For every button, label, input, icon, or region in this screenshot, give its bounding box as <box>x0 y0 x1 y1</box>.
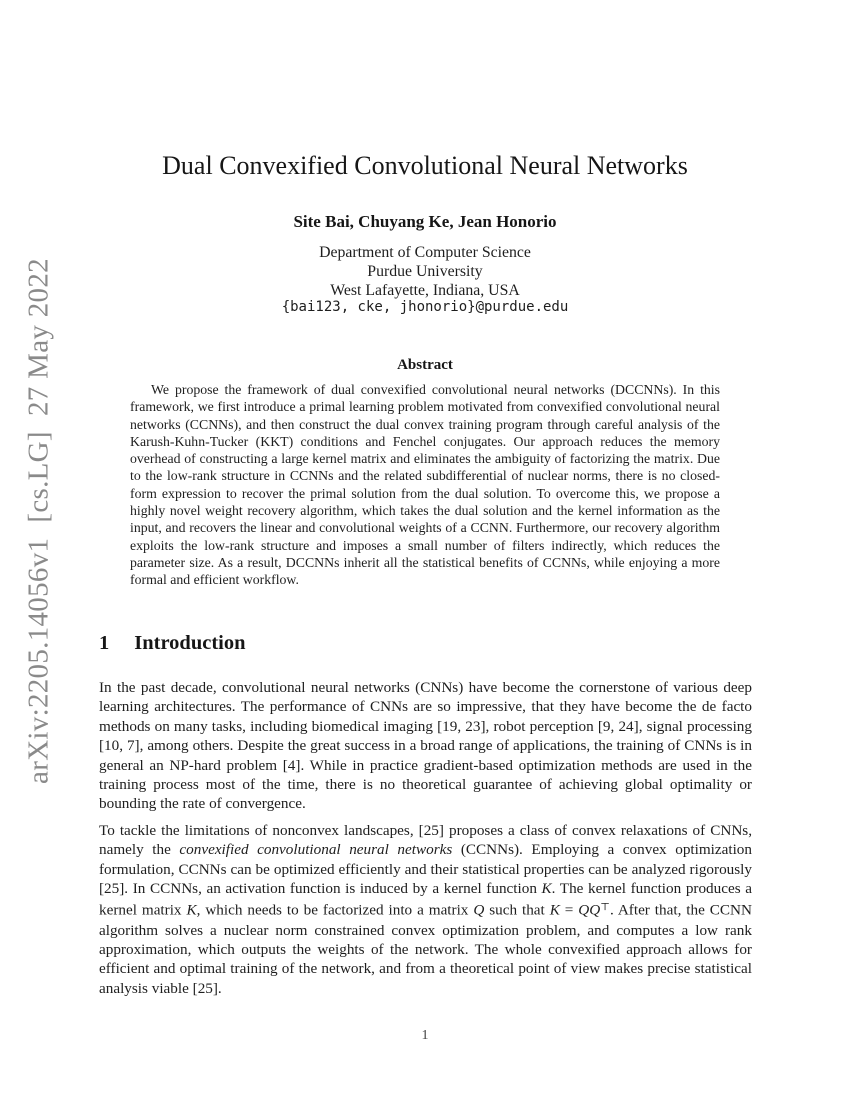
section-number: 1 <box>99 632 110 654</box>
intro-paragraph-2: To tackle the limitations of nonconvex landscapes, [25] proposes a class of convex relaxations of CNNs, namely the convexified convolutional neural networks (CCNNs). Employing a convex optimization formulation, CCNNs can be optimized efficiently and their statistical properties can be analyzed rigorously [25]. In CCNNs, an activation function is induced by a kernel function K. The kernel function produces a kernel matrix K, which needs to be factorized into a matrix Q such that K = QQ⊤. After that, the CCNN algorithm solves a nuclear norm constrained convex optimization problem, and computes a low rank approximation, which outputs the weights of the network. The whole convexified approach allows for efficient and optimal training of the network, and from a theoretical point of view makes precise statistical analysis viable [25]. <box>99 821 752 997</box>
abstract-text: We propose the framework of dual convexified convolutional neural networks (DCCNNs). In this framework, we first introduce a primal learning problem motivated from convexified convolutional neural networks (CCNNs), and then construct the dual convex training program through careful analysis of the Karush-Kuhn-Tucker (KKT) conditions and Fenchel conjugates. Our approach reduces the memory overhead of constructing a large kernel matrix and eliminates the ambiguity of factorizing the matrix. Due to the low-rank structure in CCNNs and the related subdifferential of nuclear norms, there is no closed-form expression to recover the primal solution from the dual solution. To overcome this, we propose a highly novel weight recovery algorithm, which takes the dual solution and the kernel information as the input, and recovers the linear and convolutional weights of a CCNN. Furthermore, our recovery algorithm exploits the low-rank structure and imposes a small number of filters indirectly, which reduces the parameter size. As a result, DCCNNs inherit all the statistical benefits of CCNNs, while enjoying a more formal and efficient workflow. <box>130 382 720 588</box>
section-1-heading <box>99 632 246 655</box>
page-number: 1 <box>421 1028 429 1043</box>
section-1-body <box>99 678 752 1005</box>
abstract-heading: Abstract <box>397 357 453 373</box>
affiliation-department: Department of Computer Science <box>319 244 531 261</box>
section-title: Introduction <box>134 632 246 654</box>
authors-line: Site Bai, Chuyang Ke, Jean Honorio <box>293 212 557 231</box>
paper-title: Dual Convexified Convolutional Neural Networks <box>162 151 688 180</box>
intro-paragraph-1: In the past decade, convolutional neural networks (CNNs) have become the cornerstone of various deep learning architectures. The performance of CNNs are so impressive, that they have become the de facto methods on many tasks, including biomedical imaging [19, 23], robot perception [9, 24], signal processing [10, 7], among others. Despite the great success in a broad range of applications, the training of CNNs is in general an NP-hard problem [4]. While in practice gradient-based optimization methods are used in the training process most of the time, there is no theoretical guarantee of achieving global optimality or bounding the rate of convergence. <box>99 679 752 813</box>
author-emails: {bai123, cke, jhonorio}@purdue.edu <box>281 299 569 315</box>
affiliation-location: West Lafayette, Indiana, USA <box>330 282 520 300</box>
affiliation-block <box>0 243 850 301</box>
arxiv-watermark: arXiv:2205.14056v1 [cs.LG] 27 May 2022 <box>22 258 55 784</box>
affiliation-university: Purdue University <box>367 263 483 281</box>
